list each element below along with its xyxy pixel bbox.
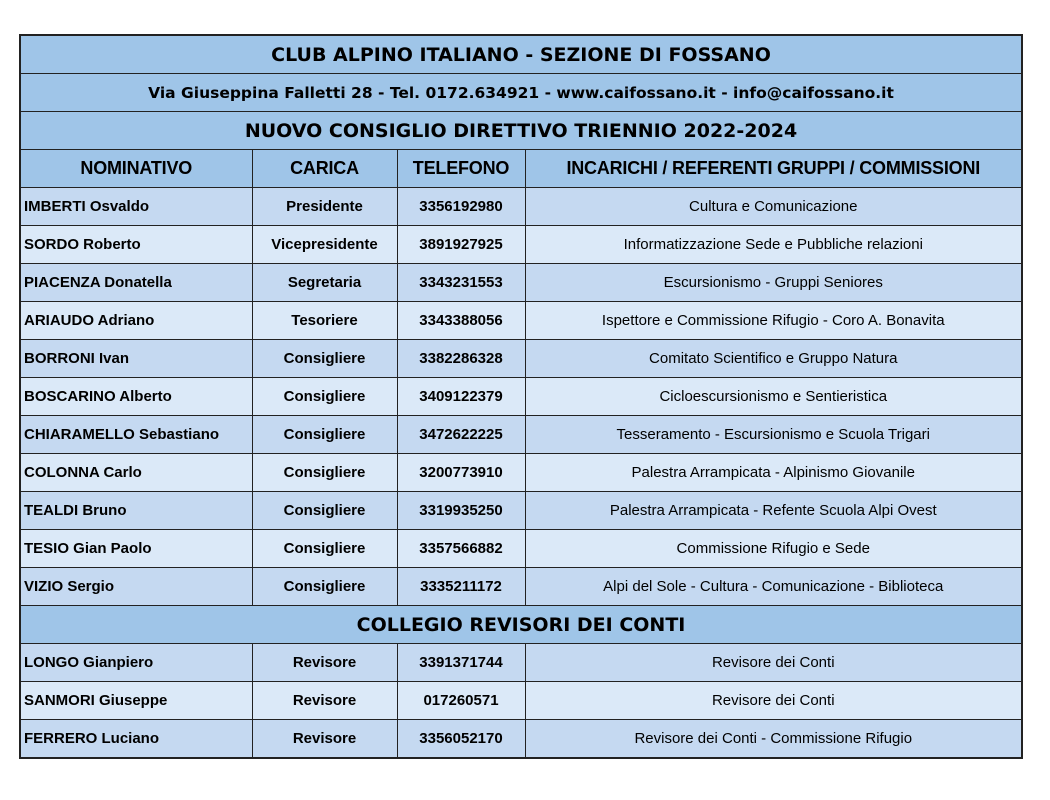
cell-duties: Ispettore e Commissione Rifugio - Coro A. Bonavita bbox=[525, 302, 1022, 340]
cell-name: LONGO Gianpiero bbox=[20, 644, 252, 682]
cell-name: BORRONI Ivan bbox=[20, 340, 252, 378]
cell-phone: 017260571 bbox=[397, 682, 525, 720]
cell-name: IMBERTI Osvaldo bbox=[20, 188, 252, 226]
council-row bbox=[20, 530, 1022, 568]
cell-phone: 3343231553 bbox=[397, 264, 525, 302]
contact-row bbox=[20, 74, 1022, 112]
column-header-role: CARICA bbox=[252, 150, 397, 188]
cell-name: COLONNA Carlo bbox=[20, 454, 252, 492]
cell-duties: Alpi del Sole - Cultura - Comunicazione - Biblioteca bbox=[525, 568, 1022, 606]
cell-role: Vicepresidente bbox=[252, 226, 397, 264]
auditor-row bbox=[20, 720, 1022, 759]
title-row bbox=[20, 35, 1022, 74]
cell-phone: 3356052170 bbox=[397, 720, 525, 759]
cell-phone: 3891927925 bbox=[397, 226, 525, 264]
cell-phone: 3409122379 bbox=[397, 378, 525, 416]
column-header-name: NOMINATIVO bbox=[20, 150, 252, 188]
column-header-phone: TELEFONO bbox=[397, 150, 525, 188]
cell-role: Consigliere bbox=[252, 416, 397, 454]
cell-phone: 3382286328 bbox=[397, 340, 525, 378]
cell-role: Consigliere bbox=[252, 492, 397, 530]
cell-name: TEALDI Bruno bbox=[20, 492, 252, 530]
cell-name: SORDO Roberto bbox=[20, 226, 252, 264]
column-header-row bbox=[20, 150, 1022, 188]
council-row bbox=[20, 378, 1022, 416]
cell-duties: Commissione Rifugio e Sede bbox=[525, 530, 1022, 568]
cell-name: PIACENZA Donatella bbox=[20, 264, 252, 302]
cell-phone: 3391371744 bbox=[397, 644, 525, 682]
auditor-row bbox=[20, 682, 1022, 720]
club-title: CLUB ALPINO ITALIANO - SEZIONE DI FOSSANO bbox=[20, 35, 1022, 74]
council-subtitle: NUOVO CONSIGLIO DIRETTIVO TRIENNIO 2022-2024 bbox=[20, 112, 1022, 150]
cell-phone: 3343388056 bbox=[397, 302, 525, 340]
auditors-title-row bbox=[20, 606, 1022, 644]
cell-duties: Informatizzazione Sede e Pubbliche relazioni bbox=[525, 226, 1022, 264]
cell-name: ARIAUDO Adriano bbox=[20, 302, 252, 340]
council-row bbox=[20, 302, 1022, 340]
cell-duties: Palestra Arrampicata - Alpinismo Giovanile bbox=[525, 454, 1022, 492]
cell-name: FERRERO Luciano bbox=[20, 720, 252, 759]
council-row bbox=[20, 340, 1022, 378]
council-row bbox=[20, 188, 1022, 226]
council-row bbox=[20, 492, 1022, 530]
cell-phone: 3356192980 bbox=[397, 188, 525, 226]
cell-role: Segretaria bbox=[252, 264, 397, 302]
cell-phone: 3472622225 bbox=[397, 416, 525, 454]
council-table bbox=[19, 34, 1023, 759]
council-table-body bbox=[20, 35, 1022, 758]
cell-role: Tesoriere bbox=[252, 302, 397, 340]
cell-duties: Revisore dei Conti bbox=[525, 644, 1022, 682]
council-row bbox=[20, 264, 1022, 302]
cell-role: Revisore bbox=[252, 644, 397, 682]
council-row bbox=[20, 226, 1022, 264]
cell-role: Consigliere bbox=[252, 530, 397, 568]
cell-phone: 3319935250 bbox=[397, 492, 525, 530]
cell-name: SANMORI Giuseppe bbox=[20, 682, 252, 720]
cell-role: Consigliere bbox=[252, 340, 397, 378]
cell-duties: Revisore dei Conti - Commissione Rifugio bbox=[525, 720, 1022, 759]
cell-role: Consigliere bbox=[252, 454, 397, 492]
cell-phone: 3335211172 bbox=[397, 568, 525, 606]
cell-role: Revisore bbox=[252, 682, 397, 720]
cell-phone: 3357566882 bbox=[397, 530, 525, 568]
cell-duties: Tesseramento - Escursionismo e Scuola Trigari bbox=[525, 416, 1022, 454]
column-header-duties: INCARICHI / REFERENTI GRUPPI / COMMISSIONI bbox=[525, 150, 1022, 188]
cell-name: VIZIO Sergio bbox=[20, 568, 252, 606]
cell-duties: Cultura e Comunicazione bbox=[525, 188, 1022, 226]
cell-name: TESIO Gian Paolo bbox=[20, 530, 252, 568]
cell-phone: 3200773910 bbox=[397, 454, 525, 492]
cell-role: Presidente bbox=[252, 188, 397, 226]
contact-info: Via Giuseppina Falletti 28 - Tel. 0172.634921 - www.caifossano.it - info@caifossano.it bbox=[20, 74, 1022, 112]
cell-name: BOSCARINO Alberto bbox=[20, 378, 252, 416]
subtitle-row bbox=[20, 112, 1022, 150]
cell-role: Revisore bbox=[252, 720, 397, 759]
council-row bbox=[20, 568, 1022, 606]
auditors-title: COLLEGIO REVISORI DEI CONTI bbox=[20, 606, 1022, 644]
cell-duties: Comitato Scientifico e Gruppo Natura bbox=[525, 340, 1022, 378]
cell-duties: Cicloescursionismo e Sentieristica bbox=[525, 378, 1022, 416]
council-row bbox=[20, 416, 1022, 454]
cell-role: Consigliere bbox=[252, 568, 397, 606]
council-row bbox=[20, 454, 1022, 492]
cell-duties: Revisore dei Conti bbox=[525, 682, 1022, 720]
cell-role: Consigliere bbox=[252, 378, 397, 416]
auditor-row bbox=[20, 644, 1022, 682]
cell-duties: Escursionismo - Gruppi Seniores bbox=[525, 264, 1022, 302]
cell-duties: Palestra Arrampicata - Refente Scuola Alpi Ovest bbox=[525, 492, 1022, 530]
cell-name: CHIARAMELLO Sebastiano bbox=[20, 416, 252, 454]
